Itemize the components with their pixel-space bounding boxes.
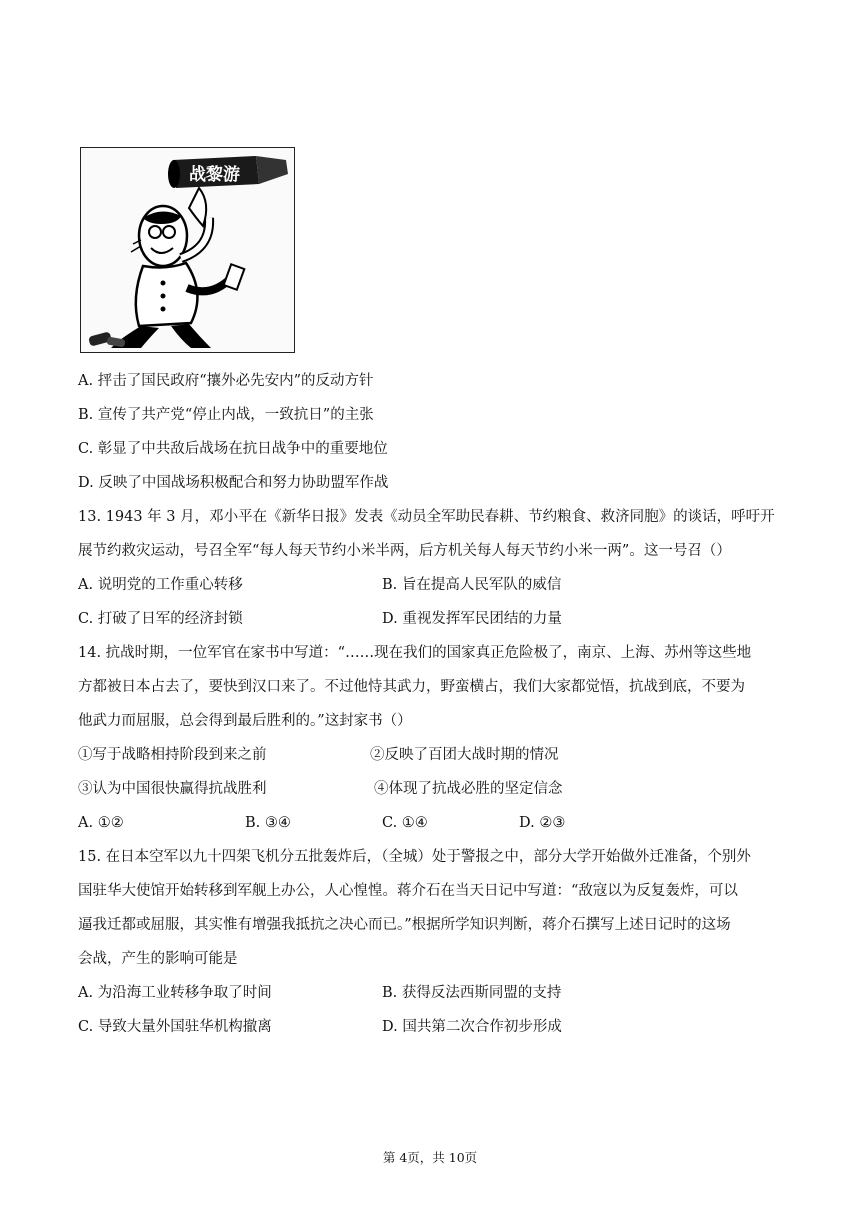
- q14-statement-3: ③认为中国很快赢得抗战胜利: [78, 781, 267, 797]
- q15-stem-line-1: 15. 在日本空军以九十四架飞机分五批轰炸后，（全城）处于警报之中，部分大学开始做外迁准备，个别外: [78, 849, 751, 865]
- q13-option-b: B. 旨在提高人民军队的威信: [382, 577, 562, 593]
- q14-statement-2: ②反映了百团大战时期的情况: [370, 747, 559, 763]
- q15-stem-line-2: 国驻华大使馆开始转移到军舰上办公，人心惶惶。蒋介石在当天日记中写道：“敌寇以为反复轰炸，可以: [78, 883, 738, 899]
- page-number-footer: 第 4页，共 10页: [382, 1150, 478, 1165]
- q13-option-a: A. 说明党的工作重心转移: [78, 577, 243, 593]
- q12-option-d: D. 反映了中国战场积极配合和努力协助盟军作战: [78, 475, 389, 491]
- q12-option-a: A. 抨击了国民政府“攘外必先安内”的反动方针: [78, 373, 374, 389]
- q12-option-b: B. 宣传了共产党“停止内战，一致抗日”的主张: [78, 407, 374, 423]
- q13-option-d: D. 重视发挥军民团结的力量: [382, 611, 562, 627]
- q14-statement-4: ④体现了抗战必胜的坚定信念: [374, 781, 563, 797]
- q14-option-b: B. ③④: [245, 815, 291, 831]
- cartoon-illustration: [81, 148, 293, 351]
- q14-statement-1: ①写于战略相持阶段到来之前: [78, 747, 267, 763]
- q15-option-b: B. 获得反法西斯同盟的支持: [382, 985, 562, 1001]
- q14-stem-line-2: 方都被日本占去了，要快到汉口来了。不过他恃其武力，野蛮横占，我们大家都觉悟，抗战到底，不要为: [78, 679, 745, 695]
- cartoon-figure: [80, 147, 295, 353]
- q15-stem-line-3: 逼我迁都或屈服，其实惟有增强我抵抗之决心而已。”根据所学知识判断，蒋介石撰写上述日记时的这场: [78, 917, 731, 933]
- q13-stem-line-1: 13. 1943 年 3 月，邓小平在《新华日报》发表《动员全军助民春耕、节约粮食、救济同胞》的谈话，呼吁开: [78, 509, 775, 525]
- q12-option-c: C. 彰显了中共敌后战场在抗日战争中的重要地位: [78, 441, 388, 457]
- q15-option-c: C. 导致大量外国驻华机构撤离: [78, 1019, 272, 1035]
- q15-option-a: A. 为沿海工业转移争取了时间: [78, 985, 272, 1001]
- q15-option-d: D. 国共第二次合作初步形成: [382, 1019, 562, 1035]
- banner-text: 战黎游: [189, 165, 240, 185]
- q14-option-a: A. ①②: [78, 815, 124, 831]
- q13-stem-line-2: 展节约救灾运动，号召全军“每人每天节约小米半两，后方机关每人每天节约小米一两”。这一号召（）: [78, 543, 731, 559]
- q14-option-d: D. ②③: [519, 815, 566, 831]
- q14-stem-line-3: 他武力而屈服，总会得到最后胜利的。”这封家书（）: [78, 713, 412, 729]
- q15-stem-line-4: 会战，产生的影响可能是: [78, 951, 238, 967]
- q14-option-c: C. ①④: [382, 815, 428, 831]
- q14-stem-line-1: 14. 抗战时期，一位军官在家书中写道：“……现在我们的国家真正危险极了，南京、上海、苏州等这些地: [78, 645, 752, 661]
- q13-option-c: C. 打破了日军的经济封锁: [78, 611, 243, 627]
